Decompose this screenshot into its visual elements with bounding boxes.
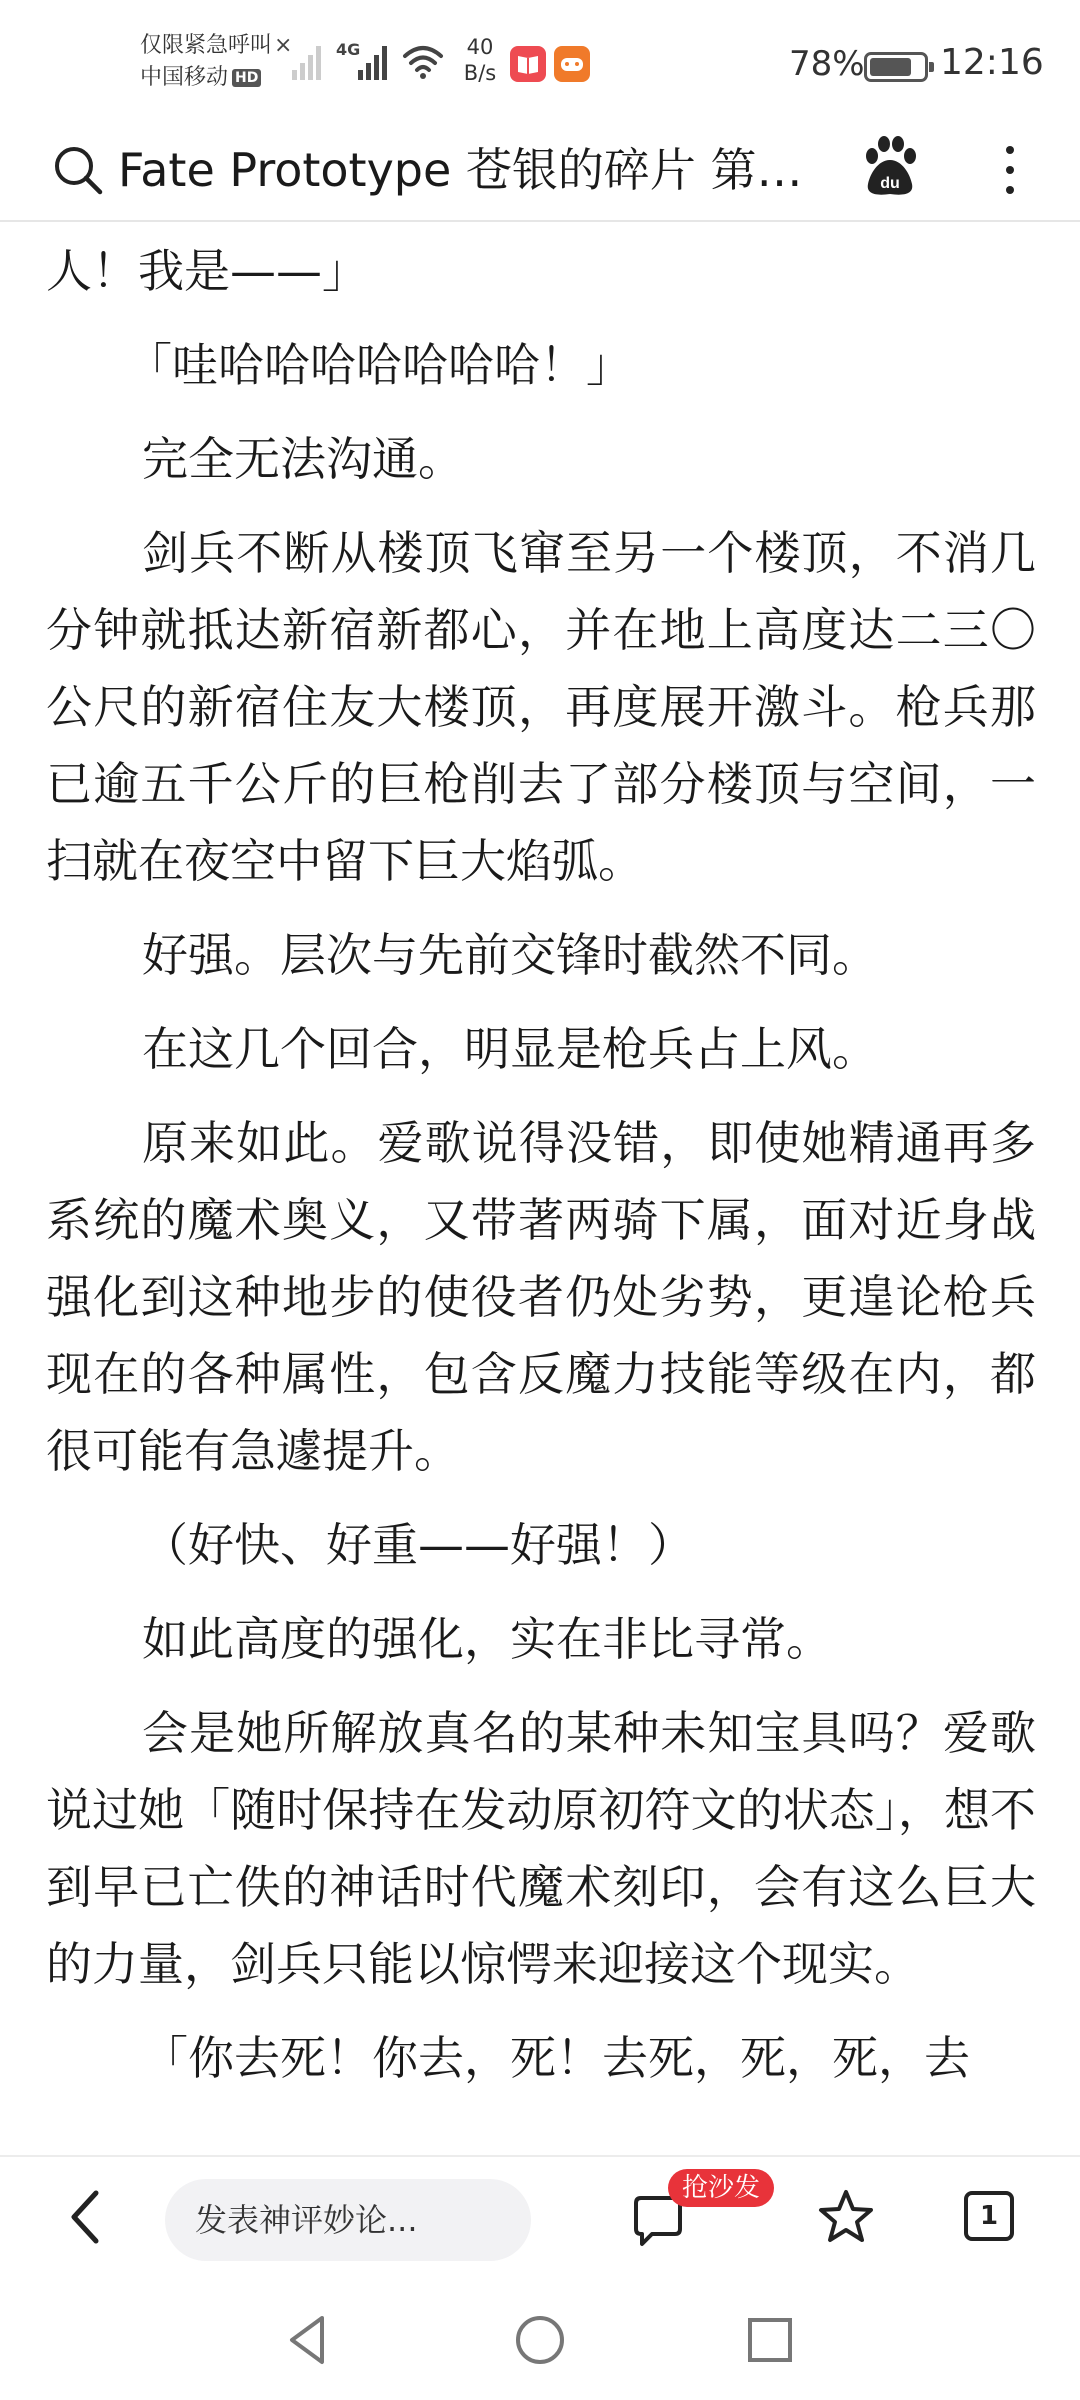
no-sim-x-icon: × — [274, 33, 293, 58]
baidu-paw-icon[interactable] — [858, 134, 922, 200]
carrier-name: 中国移动 — [140, 65, 229, 90]
article-paragraph: 完全无法沟通。 — [142, 432, 464, 486]
nav-recents-icon[interactable] — [740, 2310, 800, 2370]
carrier-info — [140, 30, 300, 94]
article-paragraph: 「哇哈哈哈哈哈哈哈！」 — [126, 338, 632, 392]
status-bar — [0, 0, 1080, 118]
battery-percent: 78% — [789, 44, 865, 84]
search-icon[interactable] — [50, 142, 106, 198]
back-arrow-icon[interactable] — [64, 2185, 108, 2249]
comment-input[interactable]: 发表神评妙论... — [165, 2179, 531, 2261]
network-speed — [455, 34, 505, 86]
emergency-call-text: 仅限紧急呼叫 — [140, 33, 273, 58]
reader-app-icon — [510, 46, 546, 82]
article-paragraph: 「你去死！你去，死！去死，死，死，去 — [142, 2031, 970, 2085]
article-paragraph: 人！我是——」 — [46, 244, 368, 298]
article-paragraph: 原来如此。爱歌说得没错，即使她精通再多系统的魔术奥义，又带著两骑下属，面对近身战强化到这种地步的使役者仍处劣势，更遑论枪兵现在的各种属性，包含反魔力技能等级在内，都很可能有急遽提升。 — [46, 1116, 1036, 1478]
speed-value: 40 — [466, 35, 494, 59]
article-paragraph: 如此高度的强化，实在非比寻常。 — [142, 1612, 832, 1666]
tabs-icon[interactable] — [962, 2189, 1016, 2243]
star-icon[interactable] — [816, 2187, 876, 2247]
more-vertical-icon[interactable] — [990, 140, 1030, 200]
system-navbar — [0, 2280, 1080, 2400]
speed-unit: B/s — [463, 61, 497, 85]
article-paragraph: （好快、好重——好强！） — [142, 1518, 694, 1572]
title-bar — [0, 118, 1080, 222]
game-app-icon — [554, 46, 590, 82]
sofa-badge[interactable]: 抢沙发 — [668, 2169, 774, 2207]
svg-text:du: du — [880, 175, 900, 192]
article-paragraph: 会是她所解放真名的某种未知宝具吗？爱歌说过她「随时保持在发动原初符文的状态」，想不到早已亡佚的神话时代魔术刻印，会有这么巨大的力量，剑兵只能以惊愕来迎接这个现实。 — [46, 1706, 1036, 1991]
bottom-toolbar — [0, 2155, 1080, 2280]
clock: 12:16 — [940, 42, 1044, 83]
nav-home-icon[interactable] — [510, 2310, 570, 2370]
wifi-icon — [402, 44, 444, 80]
signal-empty-icon — [290, 42, 324, 82]
article-paragraph: 在这几个回合，明显是枪兵占上风。 — [142, 1022, 878, 1076]
article-paragraph: 好强。层次与先前交锋时截然不同。 — [142, 928, 878, 982]
network-type: 4G — [336, 40, 361, 59]
battery-icon — [864, 52, 928, 82]
hd-badge: HD — [232, 69, 261, 87]
article-content — [46, 222, 1036, 2157]
article-paragraph: 剑兵不断从楼顶飞窜至另一个楼顶，不消几分钟就抵达新宿新都心，并在地上高度达二三〇公尺的新宿住友大楼顶，再度展开激斗。枪兵那已逾五千公斤的巨枪削去了部分楼顶与空间，一扫就在夜空中留下巨大焰弧。 — [46, 526, 1036, 888]
signal-strength-icon — [356, 42, 392, 82]
tabs-count: 1 — [979, 2201, 999, 2231]
page-title[interactable]: Fate Prototype 苍银的碎片 第… — [118, 143, 803, 197]
nav-back-icon[interactable] — [278, 2310, 338, 2370]
